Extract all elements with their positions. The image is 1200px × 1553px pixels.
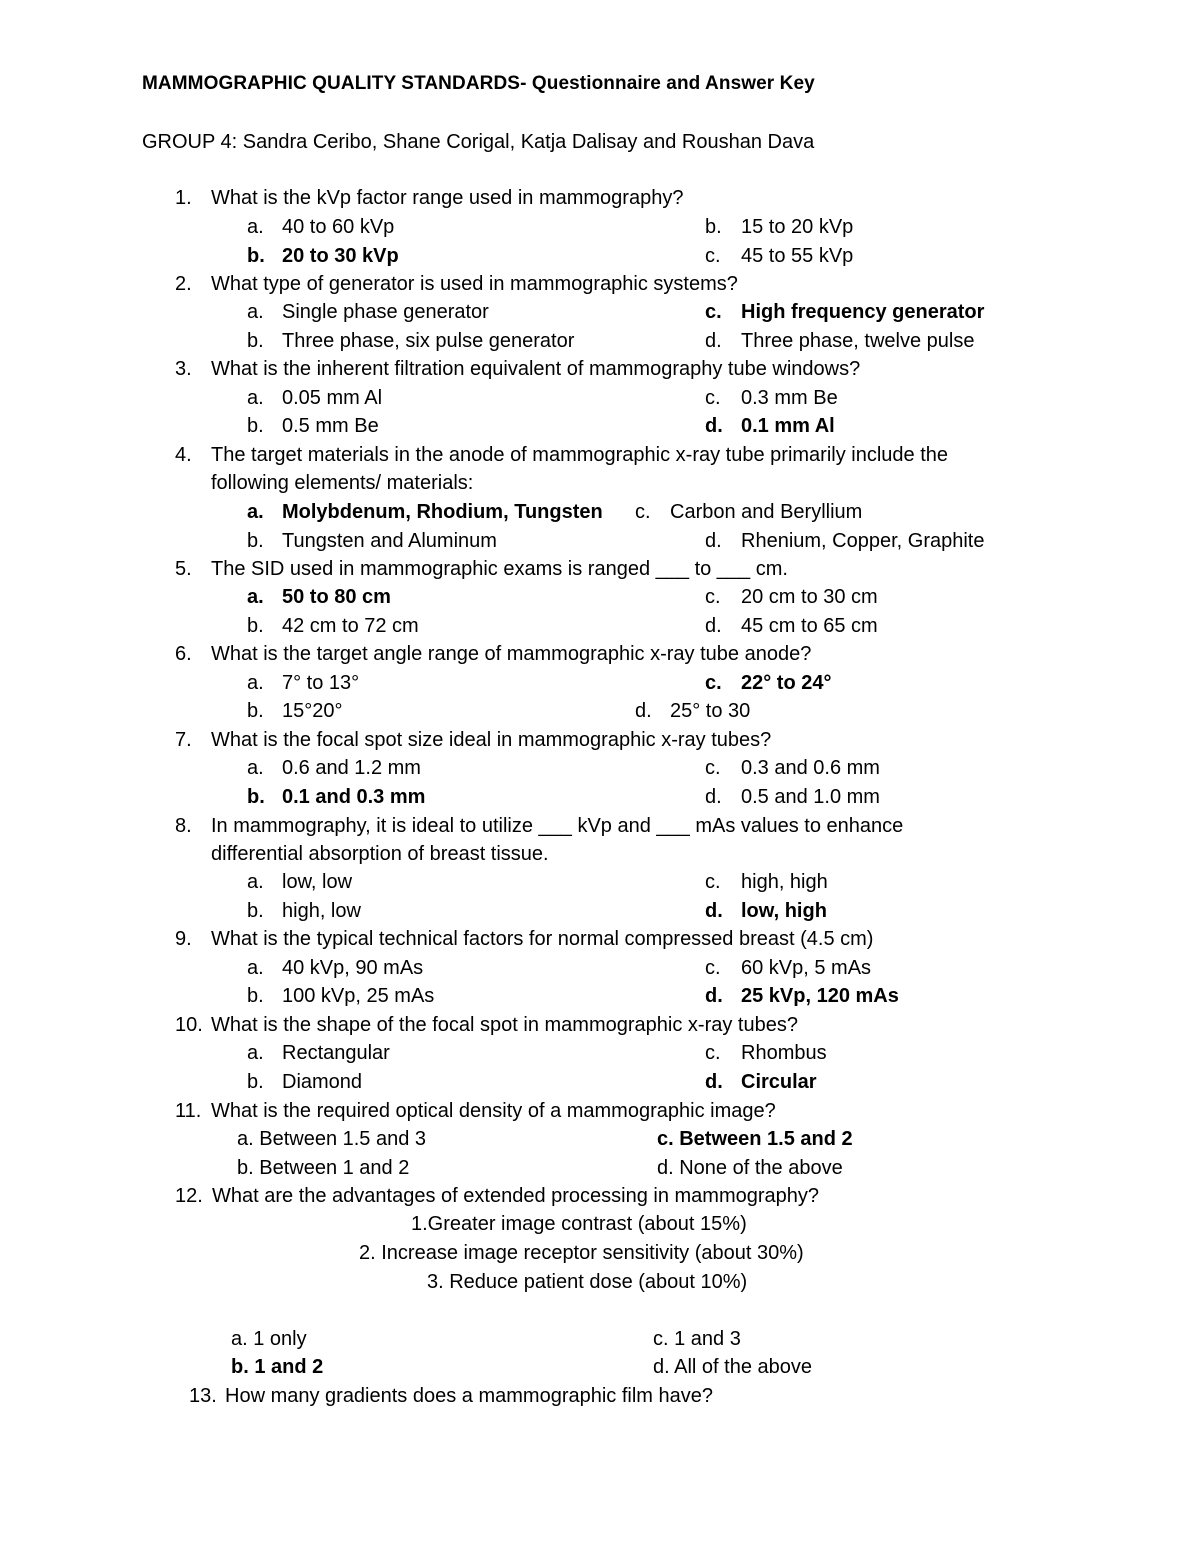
- option-letter: b.: [705, 216, 722, 238]
- option-text: Three phase, twelve pulse: [741, 330, 975, 352]
- option-letter: a.: [247, 871, 264, 893]
- option-text: 0.05 mm Al: [282, 387, 383, 409]
- option-text: 45 cm to 65 cm: [741, 615, 878, 637]
- correct-option-text: 50 to 80 cm: [282, 586, 391, 608]
- question-number: 8.: [175, 815, 192, 837]
- correct-option-letter: c.: [705, 301, 722, 323]
- option-text: 20 cm to 30 cm: [741, 586, 878, 608]
- option-text: a. Between 1.5 and 3: [237, 1128, 427, 1150]
- correct-option-text: 0.1 and 0.3 mm: [282, 786, 426, 808]
- question-number: 7.: [175, 729, 192, 751]
- correct-option-letter: d.: [705, 900, 723, 922]
- question-text: What is the shape of the focal spot in mammographic x-ray tubes?: [211, 1014, 798, 1036]
- option-letter: a.: [247, 301, 264, 323]
- option-text: 0.6 and 1.2 mm: [282, 757, 421, 779]
- option-text: c. 1 and 3: [653, 1328, 741, 1350]
- option-letter: b.: [247, 415, 264, 437]
- option-letter: c.: [705, 586, 721, 608]
- option-text: high, high: [741, 871, 828, 893]
- option-text: Tungsten and Aluminum: [282, 530, 497, 552]
- question-text: What is the inherent filtration equivalent of mammography tube windows?: [211, 358, 861, 380]
- statement: 1.Greater image contrast (about 15%): [411, 1213, 747, 1235]
- correct-option-text: 0.1 mm Al: [741, 415, 835, 437]
- correct-option-letter: b.: [247, 786, 265, 808]
- option-letter: b.: [247, 900, 264, 922]
- correct-option-letter: a.: [247, 586, 264, 608]
- option-letter: a.: [247, 387, 264, 409]
- option-text: b. Between 1 and 2: [237, 1157, 410, 1179]
- option-letter: b.: [247, 615, 264, 637]
- question-text-continued: differential absorption of breast tissue.: [211, 843, 549, 865]
- option-letter: a.: [247, 216, 264, 238]
- question-number: 2.: [175, 273, 192, 295]
- correct-option-text: 22° to 24°: [741, 672, 832, 694]
- option-text: Rectangular: [282, 1042, 390, 1064]
- option-text: d. All of the above: [653, 1356, 813, 1378]
- option-text: Rhombus: [741, 1042, 827, 1064]
- option-letter: b.: [247, 700, 264, 722]
- option-text: 0.5 and 1.0 mm: [741, 786, 880, 808]
- option-letter: d.: [705, 615, 722, 637]
- option-text: high, low: [282, 900, 361, 922]
- option-letter: b.: [247, 1071, 264, 1093]
- option-letter: a.: [247, 672, 264, 694]
- option-letter: c.: [635, 501, 651, 523]
- option-text: Three phase, six pulse generator: [282, 330, 575, 352]
- question-text: What is the required optical density of a mammographic image?: [211, 1100, 776, 1122]
- question-number: 10.: [175, 1014, 203, 1036]
- question-text: What is the typical technical factors for normal compressed breast (4.5 cm): [211, 928, 874, 950]
- question-text: The target materials in the anode of mammographic x-ray tube primarily include the: [211, 444, 949, 466]
- option-letter: b.: [247, 530, 264, 552]
- question-number: 12.: [175, 1185, 203, 1207]
- option-letter: d.: [705, 530, 722, 552]
- option-text: 15 to 20 kVp: [741, 216, 854, 238]
- question-number: 3.: [175, 358, 192, 380]
- question-text-continued: following elements/ materials:: [211, 472, 474, 494]
- question-text: In mammography, it is ideal to utilize ___ kVp and ___ mAs values to enhance: [211, 815, 904, 837]
- option-letter: a.: [247, 957, 264, 979]
- option-letter: c.: [705, 871, 721, 893]
- question-number: 5.: [175, 558, 192, 580]
- correct-option-text: High frequency generator: [741, 301, 985, 323]
- question-number: 1.: [175, 187, 192, 209]
- option-text: Carbon and Beryllium: [670, 501, 863, 523]
- option-text: 100 kVp, 25 mAs: [282, 985, 435, 1007]
- option-text: 40 to 60 kVp: [282, 216, 395, 238]
- option-letter: a.: [247, 1042, 264, 1064]
- option-text: 42 cm to 72 cm: [282, 615, 419, 637]
- correct-option-text: b. 1 and 2: [231, 1356, 324, 1378]
- option-letter: d.: [635, 700, 652, 722]
- option-text: 0.3 and 0.6 mm: [741, 757, 880, 779]
- question-number: 11.: [175, 1100, 202, 1122]
- option-text: low, low: [282, 871, 353, 893]
- question-text: What is the kVp factor range used in mammography?: [211, 187, 684, 209]
- option-letter: d.: [705, 330, 722, 352]
- option-text: Single phase generator: [282, 301, 489, 323]
- option-text: 0.5 mm Be: [282, 415, 379, 437]
- question-number: 9.: [175, 928, 192, 950]
- question-text: What is the target angle range of mammographic x-ray tube anode?: [211, 643, 812, 665]
- option-text: 40 kVp, 90 mAs: [282, 957, 424, 979]
- option-text: Rhenium, Copper, Graphite: [741, 530, 985, 552]
- correct-option-letter: a.: [247, 501, 264, 523]
- statement: 3. Reduce patient dose (about 10%): [427, 1271, 748, 1293]
- option-letter: c.: [705, 245, 721, 267]
- option-letter: c.: [705, 1042, 721, 1064]
- correct-option-letter: d.: [705, 415, 723, 437]
- question-text: The SID used in mammographic exams is ranged ___ to ___ cm.: [211, 558, 788, 580]
- correct-option-letter: d.: [705, 1071, 723, 1093]
- correct-option-text: Molybdenum, Rhodium, Tungsten: [282, 501, 603, 523]
- statement: 2. Increase image receptor sensitivity (about 30%): [359, 1242, 804, 1264]
- option-text: 15°20°: [282, 700, 343, 722]
- correct-option-text: 25 kVp, 120 mAs: [741, 985, 899, 1007]
- question-number: 6.: [175, 643, 192, 665]
- document-title: MAMMOGRAPHIC QUALITY STANDARDS- Questionnaire and Answer Key: [142, 73, 815, 94]
- option-text: 7° to 13°: [282, 672, 360, 694]
- option-letter: b.: [247, 985, 264, 1007]
- option-letter: d.: [705, 786, 722, 808]
- option-letter: b.: [247, 330, 264, 352]
- option-letter: c.: [705, 957, 721, 979]
- option-letter: a.: [247, 757, 264, 779]
- correct-option-text: low, high: [741, 900, 827, 922]
- correct-option-letter: c.: [705, 672, 722, 694]
- option-text: 25° to 30: [670, 700, 751, 722]
- option-text: 0.3 mm Be: [741, 387, 838, 409]
- option-text: Diamond: [282, 1071, 363, 1093]
- correct-option-letter: d.: [705, 985, 723, 1007]
- question-text: How many gradients does a mammographic film have?: [225, 1385, 713, 1407]
- group-members: GROUP 4: Sandra Ceribo, Shane Corigal, Katja Dalisay and Roushan Dava: [142, 131, 815, 153]
- option-text: 60 kVp, 5 mAs: [741, 957, 872, 979]
- question-text: What are the advantages of extended processing in mammography?: [212, 1185, 820, 1207]
- question-number: 13.: [189, 1385, 217, 1407]
- correct-option-letter: b.: [247, 245, 265, 267]
- option-letter: c.: [705, 387, 721, 409]
- option-text: 45 to 55 kVp: [741, 245, 854, 267]
- correct-option-text: Circular: [741, 1071, 817, 1093]
- question-number: 4.: [175, 444, 192, 466]
- question-text: What type of generator is used in mammographic systems?: [211, 273, 738, 295]
- correct-option-text: c. Between 1.5 and 2: [657, 1128, 853, 1150]
- question-text: What is the focal spot size ideal in mammographic x-ray tubes?: [211, 729, 772, 751]
- option-text: d. None of the above: [657, 1157, 843, 1179]
- correct-option-text: 20 to 30 kVp: [282, 245, 399, 267]
- option-text: a. 1 only: [231, 1328, 307, 1350]
- option-letter: c.: [705, 757, 721, 779]
